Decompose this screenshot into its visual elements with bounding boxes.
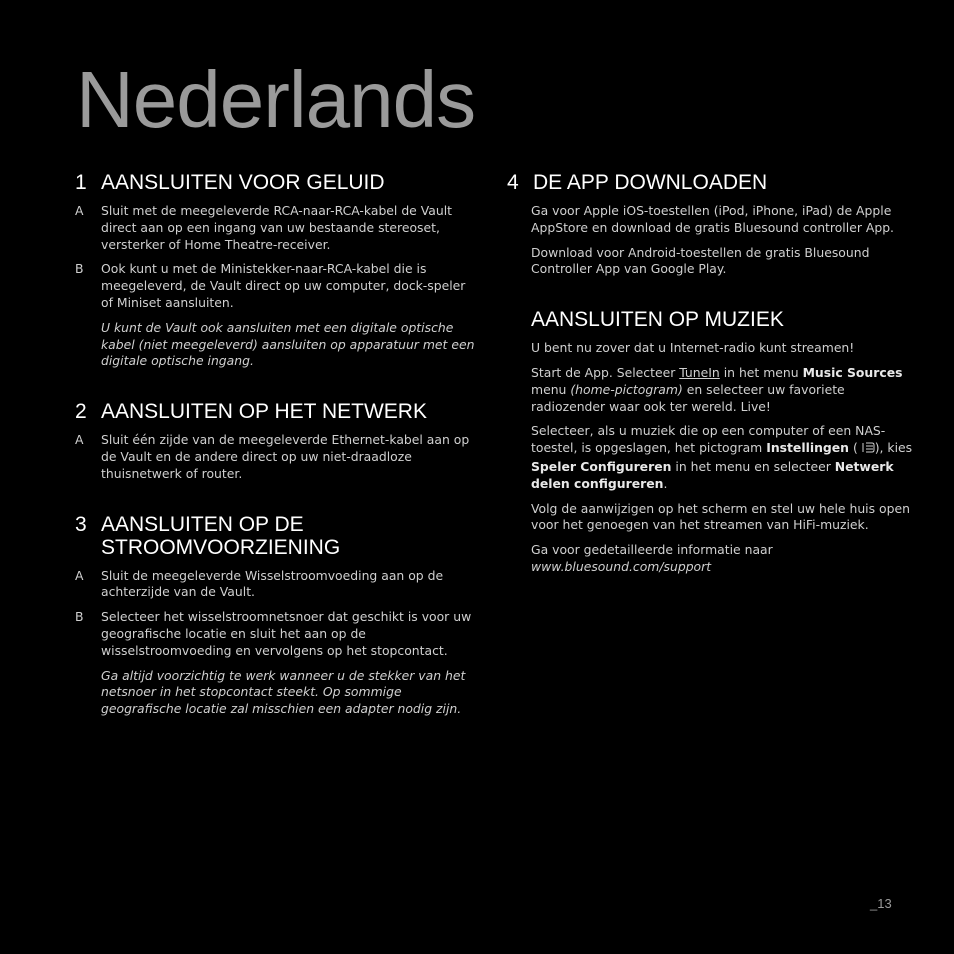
item-letter: A xyxy=(75,203,84,218)
section-2 xyxy=(75,400,475,482)
paragraph: Ga voor Apple iOS-toestellen (iPod, iPhone, iPad) de Apple AppStore en download de gratis Bluesound controller App. xyxy=(531,203,894,235)
section-title: DE APP DOWNLOADEN xyxy=(533,171,768,194)
section-4 xyxy=(507,171,917,278)
section-number: 2 xyxy=(75,400,87,424)
text-run: Start de App. Selecteer xyxy=(531,364,680,380)
list-item xyxy=(75,568,475,602)
paragraph: Download voor Android-toestellen de gratis Bluesound Controller App van Google Play. xyxy=(531,244,870,277)
menu-name: Music Sources xyxy=(802,364,903,380)
text-run: Selecteer, als u muziek die op een computer of een NAS-toestel, is opgeslagen, het pictogram xyxy=(531,423,886,456)
settings-icon xyxy=(862,441,875,459)
item-letter: A xyxy=(75,567,84,583)
paragraph xyxy=(531,365,917,415)
menu-item-name: Netwerk delen configureren xyxy=(531,458,894,491)
item-text: Ook kunt u met de Ministekker-naar-RCA-kabel die is meegeleverd, de Vault direct op uw computer, dock-speler of Miniset aansluiten. xyxy=(101,261,466,310)
text-run: . xyxy=(663,475,668,491)
item-text: Selecteer het wisselstroomnetsnoer dat geschikt is voor uw geografische locatie en sluit het aan op de wisselstroomvoeding en vervolgens op het stopcontact. xyxy=(101,609,472,658)
left-column xyxy=(75,171,475,740)
section-4-heading xyxy=(507,171,917,194)
list-item xyxy=(75,261,475,311)
item-text: Sluit met de meegeleverde RCA-naar-RCA-kabel de Vault direct aan op een ingang van uw bestaande stereoset, versterker of Home Theatre-receiver. xyxy=(101,203,453,252)
text-run: menu xyxy=(531,381,571,397)
section-5-heading xyxy=(531,308,917,331)
settings-label: Instellingen xyxy=(766,440,849,456)
section-number: 1 xyxy=(75,171,87,194)
paragraph xyxy=(531,423,917,492)
page-title: Nederlands xyxy=(76,55,476,144)
section-1 xyxy=(75,171,475,370)
list-item xyxy=(75,609,475,659)
section-title: AANSLUITEN VOOR GELUID xyxy=(101,171,385,194)
item-letter: B xyxy=(75,261,84,277)
tunein-link[interactable]: TuneIn xyxy=(679,364,720,380)
section-3-heading xyxy=(75,513,475,559)
section-number: 3 xyxy=(75,512,87,536)
menu-item-name: Speler Configureren xyxy=(531,458,672,474)
section-title: AANSLUITEN OP DE STROOMVOORZIENING xyxy=(101,512,341,559)
section-3 xyxy=(75,513,475,718)
text-run: en selecteer uw favoriete radiozender waar ook ter wereld. Live! xyxy=(531,381,845,414)
section-5 xyxy=(507,308,917,576)
paragraph xyxy=(531,542,917,576)
item-letter: B xyxy=(75,609,84,625)
section-1-heading xyxy=(75,171,475,194)
note-text: Ga altijd voorzichtig te werk wanneer u de stekker van het netsnoer in het stopcontact steekt. Op sommige geografische locatie zal misschien een adapter nodig zijn. xyxy=(101,667,466,717)
text-run: in het menu en selecteer xyxy=(671,458,835,474)
item-text: Sluit één zijde van de meegeleverde Ethernet-kabel aan op de Vault en de andere direct op uw niet-draadloze thuisnetwerk of router. xyxy=(101,432,470,481)
note-text: U kunt de Vault ook aansluiten met een digitale optische kabel (niet meegeleverd) aansluiten op apparatuur met een digitale optische ingang. xyxy=(101,319,475,369)
text-run: Ga voor gedetailleerde informatie naar xyxy=(531,542,773,558)
section-number: 4 xyxy=(507,171,519,194)
section-2-heading xyxy=(75,400,475,423)
list-item xyxy=(75,432,475,482)
section-title: AANSLUITEN OP HET NETWERK xyxy=(101,400,427,424)
paragraph: Volg de aanwijzigen op het scherm en stel uw hele huis open voor het genoegen van het streamen van HiFi-muziek. xyxy=(531,500,910,533)
text-run-italic: (home-pictogram) xyxy=(570,381,683,397)
text-run: ( xyxy=(849,440,862,456)
item-letter: A xyxy=(75,432,84,448)
support-url[interactable]: www.bluesound.com/support xyxy=(531,558,712,574)
item-text: Sluit de meegeleverde Wisselstroomvoeding aan op de achterzijde van de Vault. xyxy=(101,567,444,600)
right-column xyxy=(507,171,917,598)
section-title: AANSLUITEN OP MUZIEK xyxy=(531,308,784,332)
text-run: in het menu xyxy=(719,364,803,380)
paragraph: U bent nu zover dat u Internet-radio kunt streamen! xyxy=(531,340,855,356)
text-run: ), kies xyxy=(874,440,913,456)
page-number: _13 xyxy=(870,896,892,911)
list-item xyxy=(75,203,475,253)
